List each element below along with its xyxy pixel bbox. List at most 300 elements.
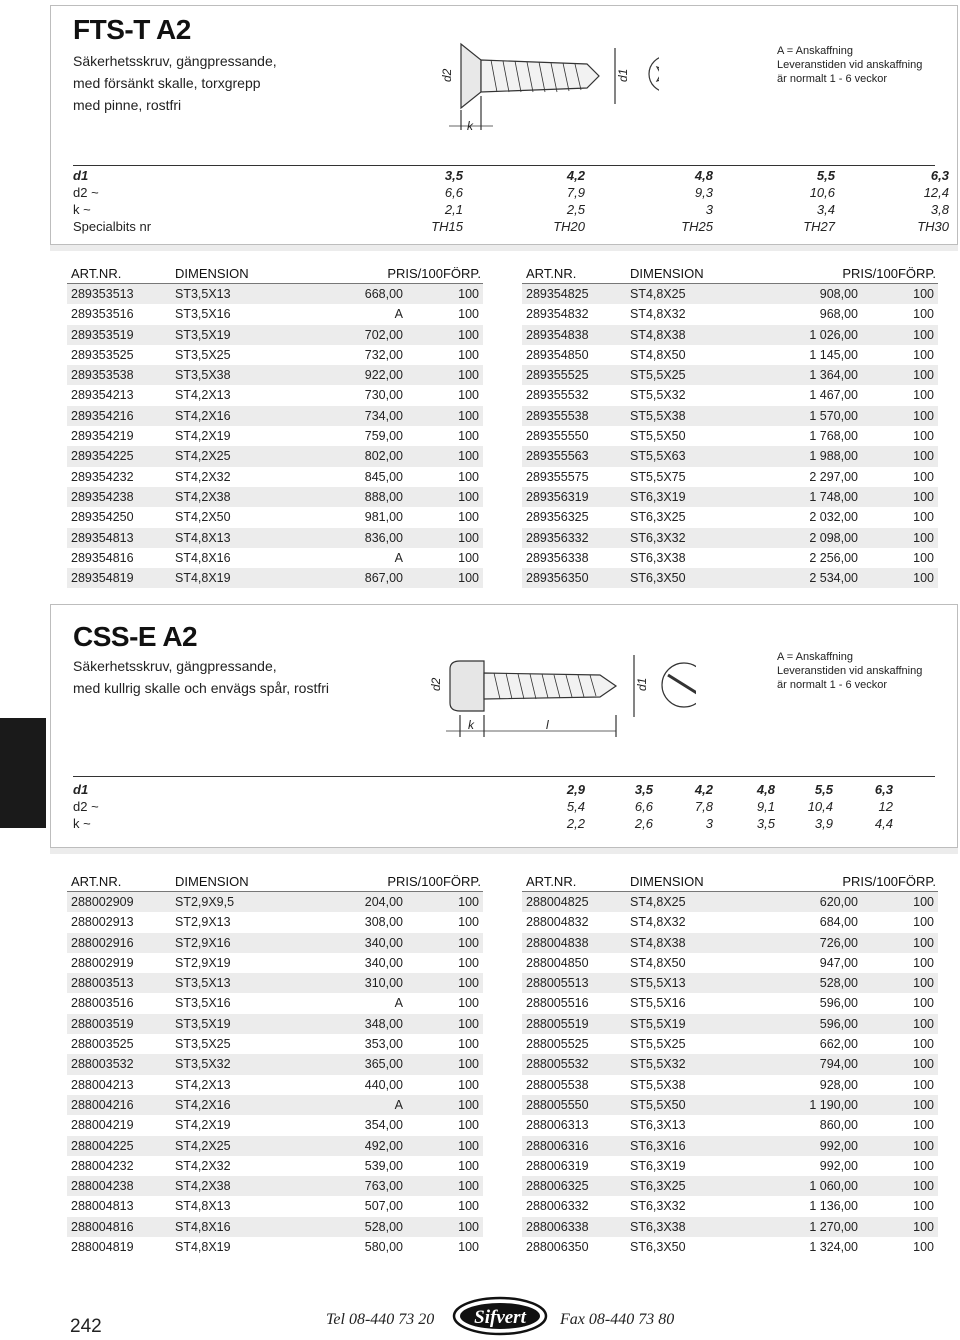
sifvert-logo xyxy=(452,1296,548,1336)
price-cell: 759,00 xyxy=(364,429,403,444)
art-nr-cell: 289356350 xyxy=(526,571,589,586)
note-line1: A = Anskaffning xyxy=(777,651,853,663)
table-row xyxy=(67,1237,483,1257)
pack-cell: 100 xyxy=(913,1179,934,1194)
l-label: l xyxy=(546,718,549,732)
art-nr-cell: 288006332 xyxy=(526,1199,589,1214)
table-row xyxy=(522,912,938,932)
art-nr-cell: 289353525 xyxy=(71,347,134,362)
art-nr-cell: 289356338 xyxy=(526,550,589,565)
pack-cell: 100 xyxy=(458,429,479,444)
art-nr-cell: 289354813 xyxy=(71,530,134,545)
pack-cell: 100 xyxy=(458,976,479,991)
price-cell: 928,00 xyxy=(819,1077,858,1092)
price-cell: 204,00 xyxy=(364,895,403,909)
table-row xyxy=(67,973,483,993)
price-cell: 1 988,00 xyxy=(809,449,858,464)
table-row xyxy=(522,1176,938,1196)
pack-cell: 100 xyxy=(913,996,934,1011)
pack-cell: 100 xyxy=(913,1057,934,1072)
dimension-cell: ST4,8X13 xyxy=(175,1199,231,1214)
pack-cell: 100 xyxy=(458,1219,479,1234)
dimension-cell: ST6,3X16 xyxy=(630,1138,686,1153)
pack-cell: 100 xyxy=(458,368,479,383)
dimension-cell: ST3,5X32 xyxy=(175,1057,231,1072)
price-cell: 1 324,00 xyxy=(809,1240,858,1255)
pack-cell: 100 xyxy=(458,510,479,525)
art-nr-cell: 289355525 xyxy=(526,368,589,383)
art-nr-cell: 288004219 xyxy=(71,1118,134,1133)
table-row xyxy=(67,528,483,548)
price-cell: 1 190,00 xyxy=(809,1097,858,1112)
pan-head-screw-diagram xyxy=(406,645,696,755)
pack-cell: 100 xyxy=(458,571,479,586)
table-row xyxy=(67,568,483,588)
pack-cell: 100 xyxy=(458,955,479,970)
d2-label: d2 xyxy=(440,68,454,82)
price-cell: 845,00 xyxy=(364,469,403,484)
table-row xyxy=(67,304,483,324)
price-cell: 365,00 xyxy=(364,1057,403,1072)
pack-cell: 100 xyxy=(458,996,479,1011)
pack-cell: 100 xyxy=(913,1016,934,1031)
table-header: ART.NR. DIMENSION PRIS/100 FÖRP. xyxy=(522,870,938,892)
pack-cell: 100 xyxy=(458,1077,479,1092)
pack-cell: 100 xyxy=(458,327,479,342)
art-nr-cell: 289355538 xyxy=(526,408,589,423)
table-row xyxy=(522,1196,938,1216)
price-cell: 354,00 xyxy=(364,1118,403,1133)
page-number: 242 xyxy=(70,1316,102,1337)
note-line3: är normalt 1 - 6 veckor xyxy=(777,679,888,691)
dimension-cell: ST4,2X25 xyxy=(175,1138,231,1153)
dimension-cell: ST3,5X13 xyxy=(175,976,231,991)
dimension-cell: ST4,8X38 xyxy=(630,327,686,342)
pack-cell: 100 xyxy=(913,1118,934,1133)
dimension-cell: ST4,8X50 xyxy=(630,347,686,362)
dimension-cell: ST3,5X38 xyxy=(175,368,231,383)
table-row xyxy=(67,426,483,446)
table-row xyxy=(67,1115,483,1135)
table-row xyxy=(67,325,483,345)
pack-cell: 100 xyxy=(458,1138,479,1153)
css-table-left xyxy=(67,870,483,1257)
dimension-cell: ST6,3X38 xyxy=(630,550,686,565)
countersunk-screw-diagram xyxy=(399,26,659,136)
table-row xyxy=(522,325,938,345)
dimension-cell: ST3,5X19 xyxy=(175,327,231,342)
art-nr-cell: 289353516 xyxy=(71,307,134,322)
dimension-cell: ST4,2X19 xyxy=(175,429,231,444)
art-nr-cell: 289354250 xyxy=(71,510,134,525)
price-cell: 702,00 xyxy=(364,327,403,342)
price-cell: 992,00 xyxy=(819,1138,858,1153)
dimension-cell: ST5,5X13 xyxy=(630,976,686,991)
price-cell: 353,00 xyxy=(364,1037,403,1052)
table-row xyxy=(522,973,938,993)
dimension-cell: ST3,5X25 xyxy=(175,1037,231,1052)
dimension-cell: ST4,2X32 xyxy=(175,1158,231,1173)
price-cell: 1 467,00 xyxy=(809,388,858,403)
table-row xyxy=(522,365,938,385)
pack-cell: 100 xyxy=(458,1199,479,1214)
table-row xyxy=(67,406,483,426)
dimension-cell: ST5,5X63 xyxy=(630,449,686,464)
art-nr-cell: 289354232 xyxy=(71,469,134,484)
art-nr-cell: 288003525 xyxy=(71,1037,134,1052)
art-nr-cell: 288005513 xyxy=(526,976,589,991)
pack-cell: 100 xyxy=(913,408,934,423)
art-nr-cell: 289354225 xyxy=(71,449,134,464)
css-table-right xyxy=(522,870,938,1257)
art-nr-cell: 289353519 xyxy=(71,327,134,342)
dimension-cell: ST5,5X25 xyxy=(630,368,686,383)
art-nr-cell: 288004813 xyxy=(71,1199,134,1214)
dimension-cell: ST3,5X16 xyxy=(175,996,231,1011)
art-nr-cell: 289354238 xyxy=(71,489,134,504)
price-cell: 1 270,00 xyxy=(809,1219,858,1234)
table-row xyxy=(67,548,483,568)
table-row xyxy=(522,406,938,426)
table-header: ART.NR. DIMENSION PRIS/100 FÖRP. xyxy=(67,262,483,284)
dimension-cell: ST5,5X75 xyxy=(630,469,686,484)
pack-cell: 100 xyxy=(458,1016,479,1031)
price-cell: 662,00 xyxy=(819,1037,858,1052)
pack-cell: 100 xyxy=(913,1097,934,1112)
table-row xyxy=(522,446,938,466)
pack-cell: 100 xyxy=(913,571,934,586)
pack-cell: 100 xyxy=(458,1097,479,1112)
table-row xyxy=(522,1075,938,1095)
art-nr-cell: 288004832 xyxy=(526,915,589,930)
pack-cell: 100 xyxy=(913,915,934,930)
art-nr-cell: 289354825 xyxy=(526,287,589,301)
price-cell: 492,00 xyxy=(364,1138,403,1153)
table-row xyxy=(522,304,938,324)
spec-row-d1: d1 3,5 4,2 4,8 5,5 6,3 xyxy=(73,168,949,183)
dimension-cell: ST4,2X32 xyxy=(175,469,231,484)
d1-label: d1 xyxy=(616,68,630,82)
pack-cell: 100 xyxy=(913,1240,934,1255)
art-nr-cell: 288005538 xyxy=(526,1077,589,1092)
pack-cell: 100 xyxy=(913,550,934,565)
art-nr-cell: 288003519 xyxy=(71,1016,134,1031)
dimension-cell: ST6,3X19 xyxy=(630,1158,686,1173)
table-row xyxy=(67,385,483,405)
table-row xyxy=(67,365,483,385)
price-cell: 968,00 xyxy=(819,307,858,322)
dimension-cell: ST4,2X38 xyxy=(175,489,231,504)
table-row xyxy=(522,385,938,405)
table-row xyxy=(522,892,938,912)
price-cell: 908,00 xyxy=(819,287,858,301)
price-cell: 2 032,00 xyxy=(809,510,858,525)
pack-cell: 100 xyxy=(913,976,934,991)
pack-cell: 100 xyxy=(458,1158,479,1173)
table-row xyxy=(67,1034,483,1054)
art-nr-cell: 289353538 xyxy=(71,368,134,383)
dimension-cell: ST2,9X16 xyxy=(175,935,231,950)
pack-cell: 100 xyxy=(458,530,479,545)
price-cell: 981,00 xyxy=(364,510,403,525)
dimension-cell: ST4,2X19 xyxy=(175,1118,231,1133)
price-cell: 620,00 xyxy=(819,895,858,909)
table-row xyxy=(67,892,483,912)
dimension-cell: ST4,8X16 xyxy=(175,550,231,565)
dimension-cell: ST6,3X50 xyxy=(630,1240,686,1255)
table-row xyxy=(67,1014,483,1034)
price-cell: 2 297,00 xyxy=(809,469,858,484)
dimension-cell: ST4,8X38 xyxy=(630,935,686,950)
price-cell: 1 145,00 xyxy=(809,347,858,362)
art-nr-cell: 288006316 xyxy=(526,1138,589,1153)
d1-label: d1 xyxy=(635,677,649,691)
table-row xyxy=(67,1054,483,1074)
art-nr-cell: 288004850 xyxy=(526,955,589,970)
pack-cell: 100 xyxy=(913,1158,934,1173)
price-cell: 580,00 xyxy=(364,1240,403,1255)
table-row xyxy=(67,446,483,466)
dimension-cell: ST5,5X38 xyxy=(630,408,686,423)
pack-cell: 100 xyxy=(913,1138,934,1153)
table-row xyxy=(522,1237,938,1257)
dimension-cell: ST5,5X25 xyxy=(630,1037,686,1052)
price-cell: 507,00 xyxy=(364,1199,403,1214)
art-nr-cell: 289354816 xyxy=(71,550,134,565)
price-cell: 340,00 xyxy=(364,935,403,950)
table-row xyxy=(522,507,938,527)
price-cell: 668,00 xyxy=(364,287,403,301)
pack-cell: 100 xyxy=(913,895,934,909)
spec-row-k: k ~ 2,1 2,5 3 3,4 3,8 xyxy=(73,202,949,217)
price-cell: 1 026,00 xyxy=(809,327,858,342)
pack-cell: 100 xyxy=(913,1077,934,1092)
note-line1: A = Anskaffning xyxy=(777,45,853,57)
price-cell: A xyxy=(394,996,403,1011)
art-nr-cell: 289354832 xyxy=(526,307,589,322)
dimension-cell: ST5,5X38 xyxy=(630,1077,686,1092)
dimension-cell: ST2,9X9,5 xyxy=(175,895,235,909)
table-row xyxy=(522,1034,938,1054)
dimension-cell: ST5,5X19 xyxy=(630,1016,686,1031)
art-nr-cell: 289354213 xyxy=(71,388,134,403)
price-cell: 802,00 xyxy=(364,449,403,464)
pack-cell: 100 xyxy=(913,489,934,504)
pack-cell: 100 xyxy=(458,895,479,909)
footer-fax: Fax 08-440 73 80 xyxy=(560,1311,675,1328)
price-cell: 730,00 xyxy=(364,388,403,403)
dimension-cell: ST5,5X16 xyxy=(630,996,686,1011)
table-row xyxy=(522,467,938,487)
dimension-cell: ST5,5X32 xyxy=(630,388,686,403)
art-nr-cell: 288002913 xyxy=(71,915,134,930)
note-line2: Leveranstiden vid anskaffning xyxy=(777,665,923,677)
dimension-cell: ST4,2X13 xyxy=(175,1077,231,1092)
dimension-cell: ST4,8X32 xyxy=(630,307,686,322)
dimension-cell: ST4,8X13 xyxy=(175,530,231,545)
dimension-cell: ST4,8X19 xyxy=(175,1240,231,1255)
price-cell: 763,00 xyxy=(364,1179,403,1194)
art-nr-cell: 288003516 xyxy=(71,996,134,1011)
price-cell: 867,00 xyxy=(364,571,403,586)
dimension-cell: ST4,8X25 xyxy=(630,287,686,301)
pack-cell: 100 xyxy=(458,287,479,301)
table-row xyxy=(522,1136,938,1156)
price-cell: 348,00 xyxy=(364,1016,403,1031)
table-row xyxy=(522,1054,938,1074)
price-cell: 947,00 xyxy=(819,955,858,970)
dimension-cell: ST4,2X16 xyxy=(175,408,231,423)
pack-cell: 100 xyxy=(913,955,934,970)
price-cell: 1 364,00 xyxy=(809,368,858,383)
table-row xyxy=(522,345,938,365)
art-nr-cell: 289355550 xyxy=(526,429,589,444)
table-row xyxy=(67,1176,483,1196)
pack-cell: 100 xyxy=(913,347,934,362)
pack-cell: 100 xyxy=(913,327,934,342)
section-title: CSS-E A2 xyxy=(73,621,198,652)
art-nr-cell: 289354216 xyxy=(71,408,134,423)
spec-row-bits: Specialbits nr TH15 TH20 TH25 TH27 TH30 xyxy=(73,219,949,234)
price-cell: 2 098,00 xyxy=(809,530,858,545)
dimension-cell: ST2,9X19 xyxy=(175,955,231,970)
art-nr-cell: 288004819 xyxy=(71,1240,134,1255)
pack-cell: 100 xyxy=(913,530,934,545)
art-nr-cell: 288004238 xyxy=(71,1179,134,1194)
price-cell: 440,00 xyxy=(364,1077,403,1092)
pack-cell: 100 xyxy=(913,1219,934,1234)
spec-row-d2: d2 ~ 5,4 6,6 7,8 9,1 10,4 12 xyxy=(73,799,893,814)
table-row xyxy=(522,1217,938,1237)
dimension-cell: ST4,8X50 xyxy=(630,955,686,970)
dimension-cell: ST5,5X50 xyxy=(630,429,686,444)
dimension-cell: ST6,3X13 xyxy=(630,1118,686,1133)
dimension-cell: ST4,8X25 xyxy=(630,895,686,909)
art-nr-cell: 288005525 xyxy=(526,1037,589,1052)
price-cell: A xyxy=(394,307,403,322)
logo-wordmark: Sifvert xyxy=(474,1307,526,1328)
note-line3: är normalt 1 - 6 veckor xyxy=(777,73,888,85)
price-cell: 340,00 xyxy=(364,955,403,970)
price-cell: 726,00 xyxy=(819,935,858,950)
product-subtitle-line1: Säkerhetsskruv, gängpressande, xyxy=(73,53,277,69)
art-nr-cell: 288003532 xyxy=(71,1057,134,1072)
pack-cell: 100 xyxy=(458,550,479,565)
pack-cell: 100 xyxy=(458,935,479,950)
price-cell: 528,00 xyxy=(819,976,858,991)
art-nr-cell: 289354819 xyxy=(71,571,134,586)
fts-header-box xyxy=(50,5,958,245)
dimension-cell: ST6,3X19 xyxy=(630,489,686,504)
dimension-cell: ST3,5X13 xyxy=(175,287,231,301)
pack-cell: 100 xyxy=(913,1199,934,1214)
art-nr-cell: 288004225 xyxy=(71,1138,134,1153)
table-row xyxy=(522,568,938,588)
pack-cell: 100 xyxy=(913,287,934,301)
dimension-cell: ST4,2X38 xyxy=(175,1179,231,1194)
pack-cell: 100 xyxy=(913,449,934,464)
product-subtitle-line2: med kullrig skalle och envägs spår, rostfri xyxy=(73,680,329,696)
art-nr-cell: 289354838 xyxy=(526,327,589,342)
pack-cell: 100 xyxy=(913,469,934,484)
dimension-cell: ST6,3X25 xyxy=(630,1179,686,1194)
price-cell: 596,00 xyxy=(819,1016,858,1031)
fts-table-right xyxy=(522,262,938,609)
dimension-cell: ST3,5X25 xyxy=(175,347,231,362)
dimension-cell: ST3,5X19 xyxy=(175,1016,231,1031)
price-cell: 528,00 xyxy=(364,1219,403,1234)
table-row xyxy=(522,487,938,507)
price-cell: 596,00 xyxy=(819,996,858,1011)
pack-cell: 100 xyxy=(913,935,934,950)
art-nr-cell: 288005519 xyxy=(526,1016,589,1031)
product-subtitle-line2: med försänkt skalle, torxgrepp xyxy=(73,75,261,91)
art-nr-cell: 289354850 xyxy=(526,347,589,362)
price-cell: 732,00 xyxy=(364,347,403,362)
dimension-cell: ST6,3X38 xyxy=(630,1219,686,1234)
art-nr-cell: 289355563 xyxy=(526,449,589,464)
price-cell: 310,00 xyxy=(364,976,403,991)
art-nr-cell: 288005532 xyxy=(526,1057,589,1072)
pack-cell: 100 xyxy=(458,408,479,423)
price-cell: 2 534,00 xyxy=(809,571,858,586)
table-row xyxy=(522,1115,938,1135)
table-row xyxy=(67,487,483,507)
table-row xyxy=(67,467,483,487)
pack-cell: 100 xyxy=(458,489,479,504)
pack-cell: 100 xyxy=(458,1057,479,1072)
art-nr-cell: 289353513 xyxy=(71,287,134,301)
art-nr-cell: 289356319 xyxy=(526,489,589,504)
table-row xyxy=(67,1136,483,1156)
pack-cell: 100 xyxy=(913,510,934,525)
d2-label: d2 xyxy=(429,677,443,691)
price-cell: 794,00 xyxy=(819,1057,858,1072)
dimension-cell: ST2,9X13 xyxy=(175,915,231,930)
art-nr-cell: 288004825 xyxy=(526,895,589,909)
price-cell: 836,00 xyxy=(364,530,403,545)
dimension-cell: ST4,8X19 xyxy=(175,571,231,586)
table-header: ART.NR. DIMENSION PRIS/100 FÖRP. xyxy=(67,870,483,892)
dimension-cell: ST5,5X50 xyxy=(630,1097,686,1112)
price-cell: 308,00 xyxy=(364,915,403,930)
dimension-cell: ST4,2X50 xyxy=(175,510,231,525)
spec-row-d1: d1 2,9 3,5 4,2 4,8 5,5 6,3 xyxy=(73,782,893,797)
table-row xyxy=(67,284,483,304)
dimension-cell: ST6,3X32 xyxy=(630,1199,686,1214)
table-row xyxy=(522,993,938,1013)
table-row xyxy=(67,1196,483,1216)
art-nr-cell: 288006325 xyxy=(526,1179,589,1194)
css-header-box xyxy=(50,604,958,848)
table-row xyxy=(522,548,938,568)
price-cell: 1 768,00 xyxy=(809,429,858,444)
table-row xyxy=(67,1075,483,1095)
price-cell: 539,00 xyxy=(364,1158,403,1173)
product-subtitle-line3: med pinne, rostfri xyxy=(73,97,182,113)
pack-cell: 100 xyxy=(458,469,479,484)
table-row xyxy=(67,345,483,365)
art-nr-cell: 289356325 xyxy=(526,510,589,525)
spec-divider xyxy=(73,165,935,166)
product-subtitle-line1: Säkerhetsskruv, gängpressande, xyxy=(73,658,277,674)
spec-row-k: k ~ 2,2 2,6 3 3,5 3,9 4,4 xyxy=(73,816,893,831)
art-nr-cell: 288004232 xyxy=(71,1158,134,1173)
footer-phone: Tel 08-440 73 20 xyxy=(326,1311,435,1328)
table-row xyxy=(67,953,483,973)
page-title: FTS-T A2 xyxy=(73,14,191,45)
price-cell: 860,00 xyxy=(819,1118,858,1133)
